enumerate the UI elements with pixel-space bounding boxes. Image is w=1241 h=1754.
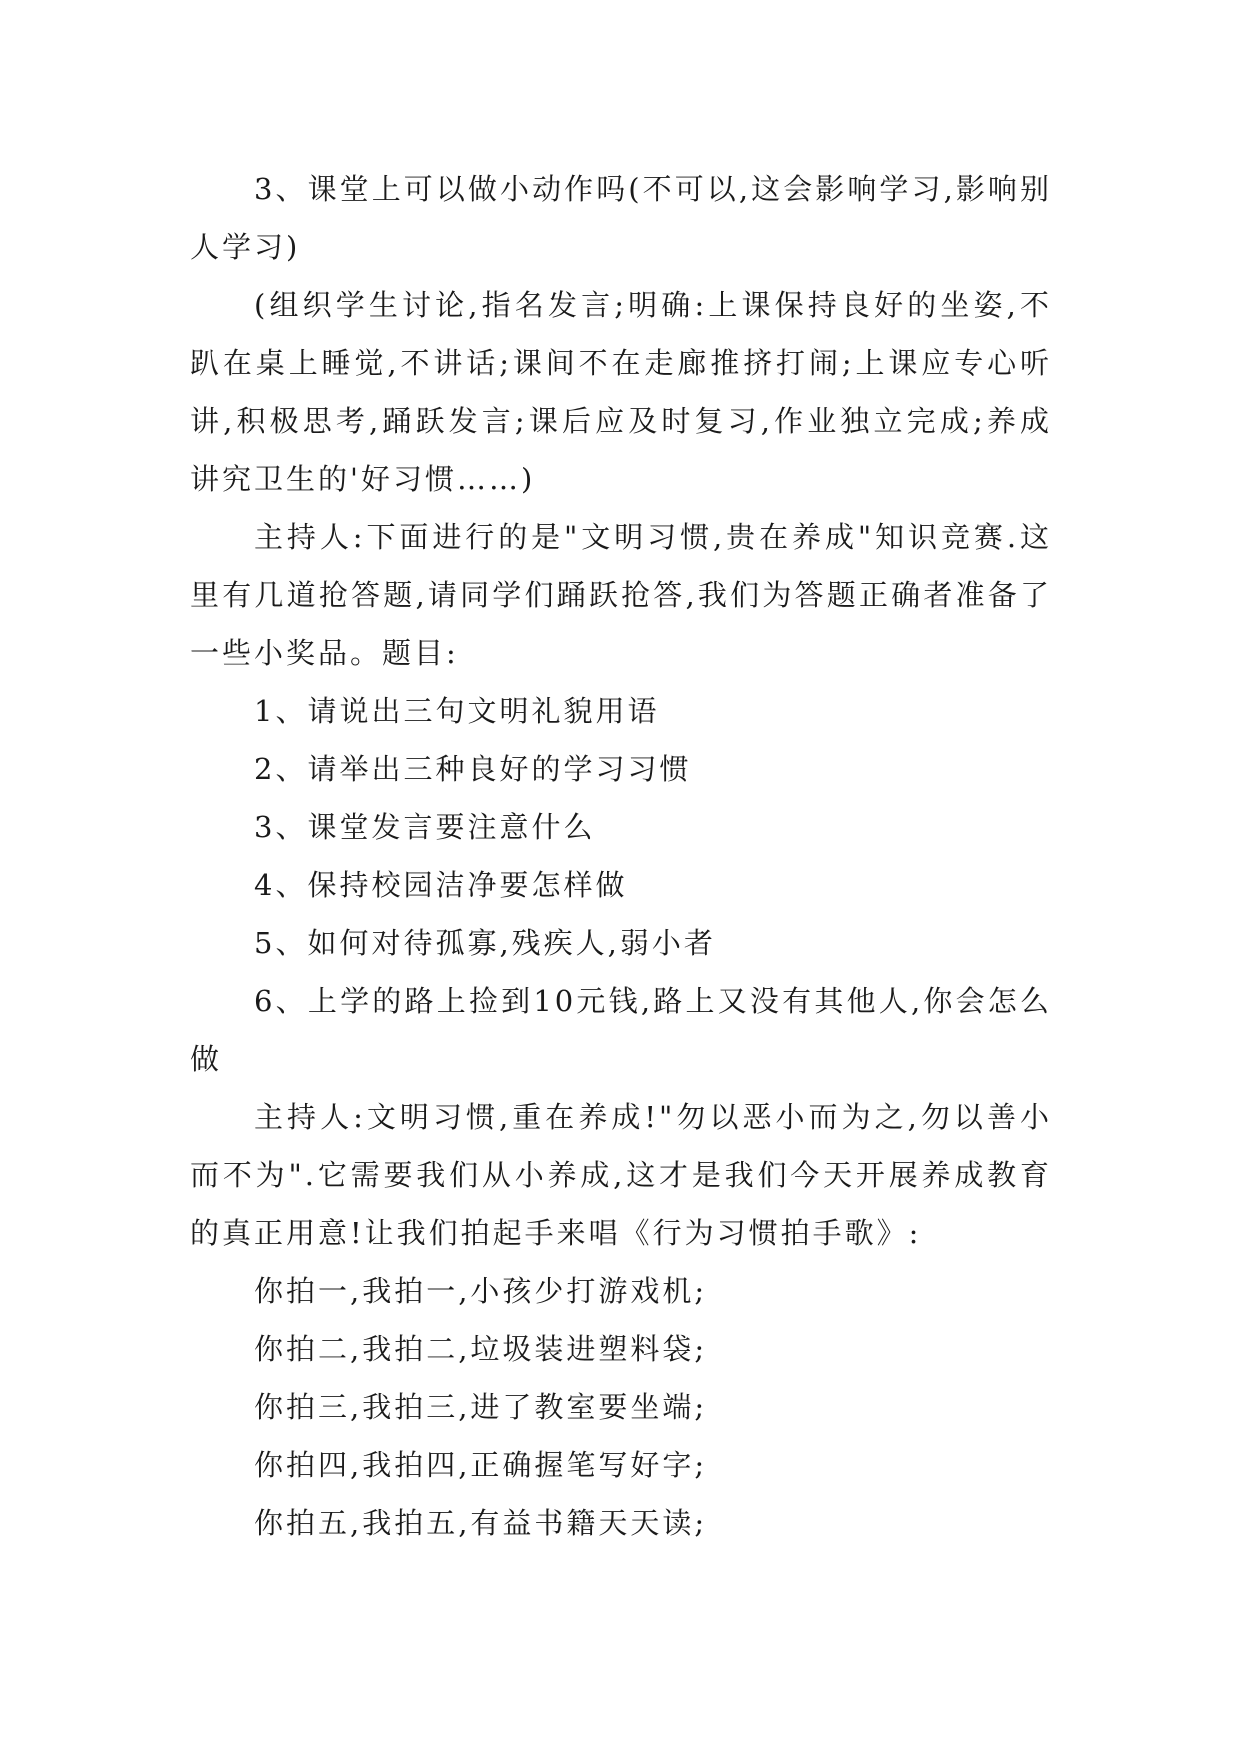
paragraph-discussion-summary: (组织学生讨论,指名发言;明确:上课保持良好的坐姿,不趴在桌上睡觉,不讲话;课间不在走廊推挤打闹;上课应专心听讲,积极思考,踊跃发言;课后应及时复习,作业独立完成;养成讲究卫生的'好习惯……) (190, 288, 1052, 496)
quiz-item-5: 5、如何对待孤寡,残疾人,弱小者 (254, 926, 716, 960)
song-line-4: 你拍四,我拍四,正确握笔写好字; (254, 1448, 708, 1482)
quiz-item-1: 1、请说出三句文明礼貌用语 (254, 694, 660, 728)
quiz-item-2: 2、请举出三种良好的学习习惯 (254, 752, 692, 786)
quiz-item-3: 3、课堂发言要注意什么 (254, 810, 596, 844)
paragraph-host-quiz-intro: 主持人:下面进行的是"文明习惯,贵在养成"知识竞赛.这里有几道抢答题,请同学们踊跃抢答,我们为答题正确者准备了一些小奖品。题目: (190, 520, 1052, 670)
paragraph-host-closing: 主持人:文明习惯,重在养成!"勿以恶小而为之,勿以善小而不为".它需要我们从小养成,这才是我们今天开展养成教育的真正用意!让我们拍起手来唱《行为习惯拍手歌》: (190, 1100, 1052, 1250)
paragraph-question-3-small-actions: 3、课堂上可以做小动作吗(不可以,这会影响学习,影响别人学习) (190, 172, 1052, 264)
song-line-1: 你拍一,我拍一,小孩少打游戏机; (254, 1274, 708, 1308)
quiz-item-4: 4、保持校园洁净要怎样做 (254, 868, 628, 902)
quiz-item-6: 6、上学的路上捡到10元钱,路上又没有其他人,你会怎么做 (190, 984, 1052, 1076)
song-line-5: 你拍五,我拍五,有益书籍天天读; (254, 1506, 708, 1540)
song-line-2: 你拍二,我拍二,垃圾装进塑料袋; (254, 1332, 708, 1366)
song-line-3: 你拍三,我拍三,进了教室要坐端; (254, 1390, 708, 1424)
document-body (190, 160, 1052, 1552)
